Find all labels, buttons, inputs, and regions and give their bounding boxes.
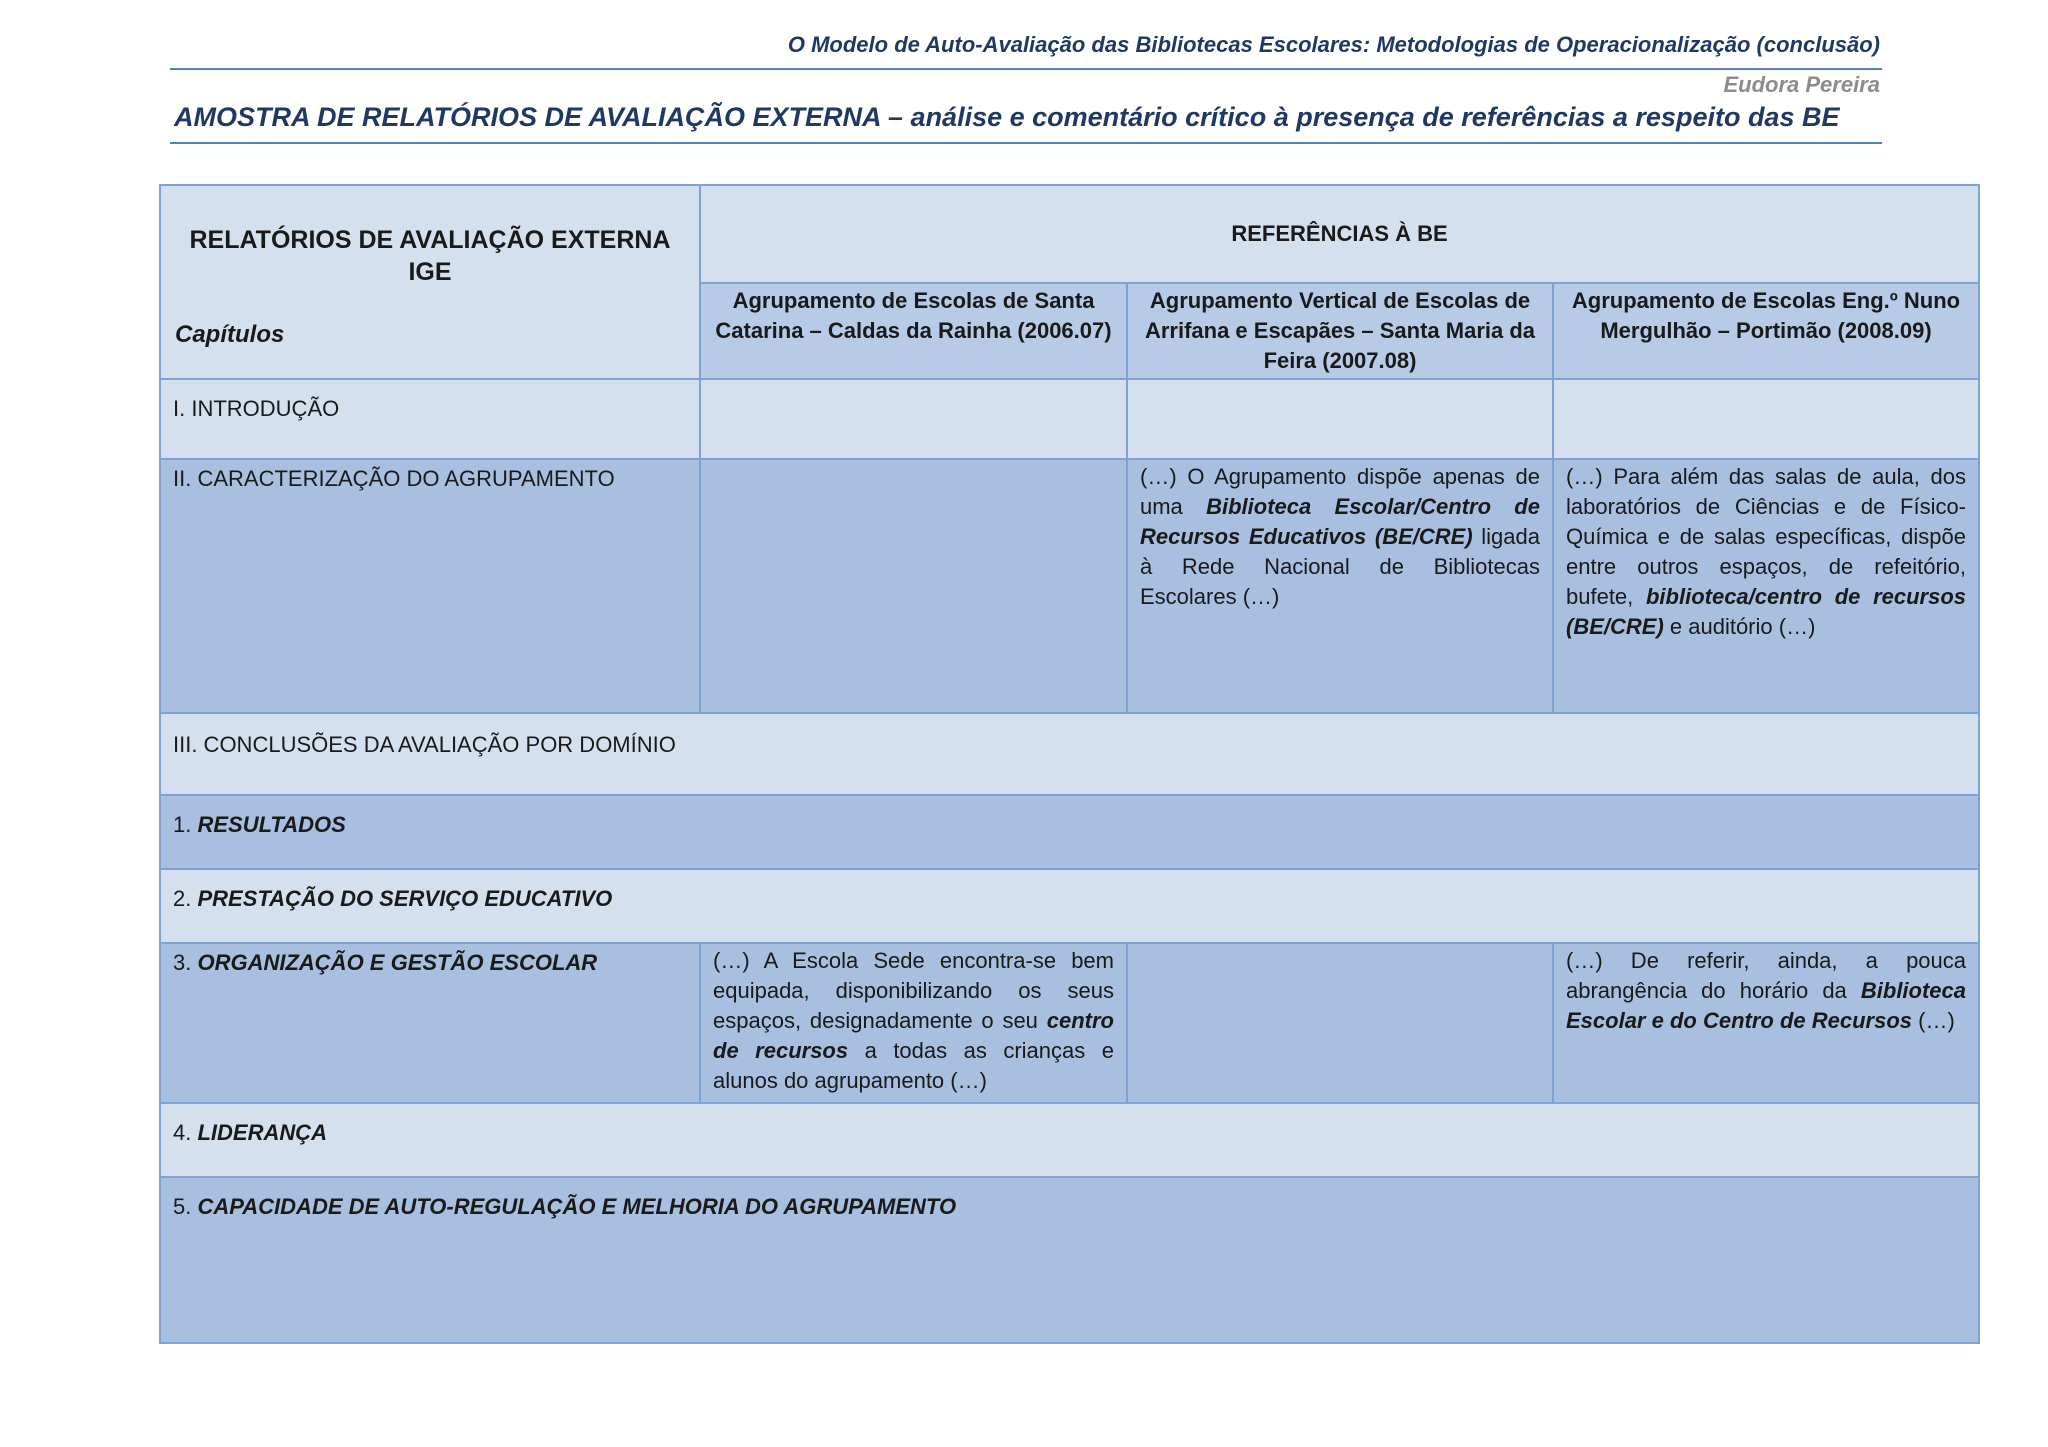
column-header-portimao: Agrupamento de Escolas Eng.º Nuno Mergulhão – Portimão (2008.09)	[1553, 283, 1979, 379]
reports-header-ige: IGE	[408, 258, 452, 286]
emphasis-be-cre: Biblioteca Escolar/Centro de Recursos Educativos (BE/CRE)	[1140, 494, 1540, 549]
table-row-prestacao	[160, 869, 1979, 943]
column-header-caldas: Agrupamento de Escolas de Santa Catarina – Caldas da Rainha (2006.07)	[700, 283, 1127, 379]
cell-introducao-caldas	[700, 379, 1127, 459]
cell-caracterizacao-caldas	[700, 459, 1127, 713]
table-row-organizacao	[160, 943, 1979, 1103]
cell-organizacao-arrifana	[1127, 943, 1553, 1103]
cell-introducao-portimao	[1553, 379, 1979, 459]
domain-label-resultados: 1. RESULTADOS	[160, 795, 1979, 869]
author-name: Eudora Pereira	[1723, 72, 1880, 97]
emphasis-biblioteca-centro: biblioteca/centro de recursos (BE/CRE)	[1566, 584, 1967, 639]
cell-caracterizacao-portimao: (…) Para além das salas de aula, dos laboratórios de Ciências e de Físico-Química e de salas específicas, dispõe entre outros espaços, de refeitório, bufete, biblioteca/centro de recursos (BE/CRE) e auditório (…)	[1553, 459, 1979, 713]
chapters-caption: Capítulos	[175, 321, 285, 348]
series-title: O Modelo de Auto-Avaliação das Bibliotecas Escolares: Metodologias de Operacionalização (conclusão)	[787, 32, 1880, 57]
table-row-caracterizacao	[160, 459, 1979, 713]
cell-organizacao-portimao: (…) De referir, ainda, a pouca abrangência do horário da Biblioteca Escolar e do Centro de Recursos (…)	[1553, 943, 1979, 1103]
document-title-main: AMOSTRA DE RELATÓRIOS DE AVALIAÇÃO EXTERNA –	[174, 102, 904, 132]
cell-caracterizacao-arrifana: (…) O Agrupamento dispõe apenas de uma Biblioteca Escolar/Centro de Recursos Educativos (BE/CRE) ligada à Rede Nacional de Bibliotecas Escolares (…)	[1127, 459, 1553, 713]
document-title	[174, 102, 1884, 133]
cell-organizacao-caldas: (…) A Escola Sede encontra-se bem equipada, disponibilizando os seus espaços, designadamente o seu centro de recursos a todas as crianças e alunos do agrupamento (…)	[700, 943, 1127, 1103]
document-title-sub: análise e comentário crítico à presença de referências a respeito das BE	[910, 102, 1840, 132]
reports-header-title: RELATÓRIOS DE AVALIAÇÃO EXTERNA	[189, 226, 671, 254]
table-row-conclusoes	[160, 713, 1979, 795]
chapters-header-cell	[160, 185, 700, 379]
domain-label-prestacao: 2. PRESTAÇÃO DO SERVIÇO EDUCATIVO	[160, 869, 1979, 943]
column-header-arrifana: Agrupamento Vertical de Escolas de Arrifana e Escapães – Santa Maria da Feira (2007.08)	[1127, 283, 1553, 379]
table-row-introducao	[160, 379, 1979, 459]
references-header: REFERÊNCIAS À BE	[700, 185, 1979, 283]
references-table	[159, 184, 1980, 1344]
table-header-row	[160, 185, 1979, 283]
domain-label-lideranca: 4. LIDERANÇA	[160, 1103, 1979, 1177]
chapter-label-introducao: I. INTRODUÇÃO	[160, 379, 700, 459]
chapter-label-caracterizacao: II. CARACTERIZAÇÃO DO AGRUPAMENTO	[160, 459, 700, 713]
table-row-lideranca	[160, 1103, 1979, 1177]
table-row-capacidade	[160, 1177, 1979, 1343]
emphasis-biblioteca-escolar: Biblioteca Escolar e do Centro de Recursos	[1566, 978, 1967, 1033]
domain-label-organizacao: 3. ORGANIZAÇÃO E GESTÃO ESCOLAR	[160, 943, 700, 1103]
header-rule-bottom	[170, 142, 1882, 144]
table-row-resultados	[160, 795, 1979, 869]
header-rule-top	[170, 68, 1882, 70]
domain-label-capacidade: 5. CAPACIDADE DE AUTO-REGULAÇÃO E MELHORIA DO AGRUPAMENTO	[160, 1177, 1979, 1343]
cell-introducao-arrifana	[1127, 379, 1553, 459]
chapter-label-conclusoes: III. CONCLUSÕES DA AVALIAÇÃO POR DOMÍNIO	[160, 713, 1979, 795]
emphasis-centro-recursos: centro de recursos	[713, 1008, 1114, 1063]
